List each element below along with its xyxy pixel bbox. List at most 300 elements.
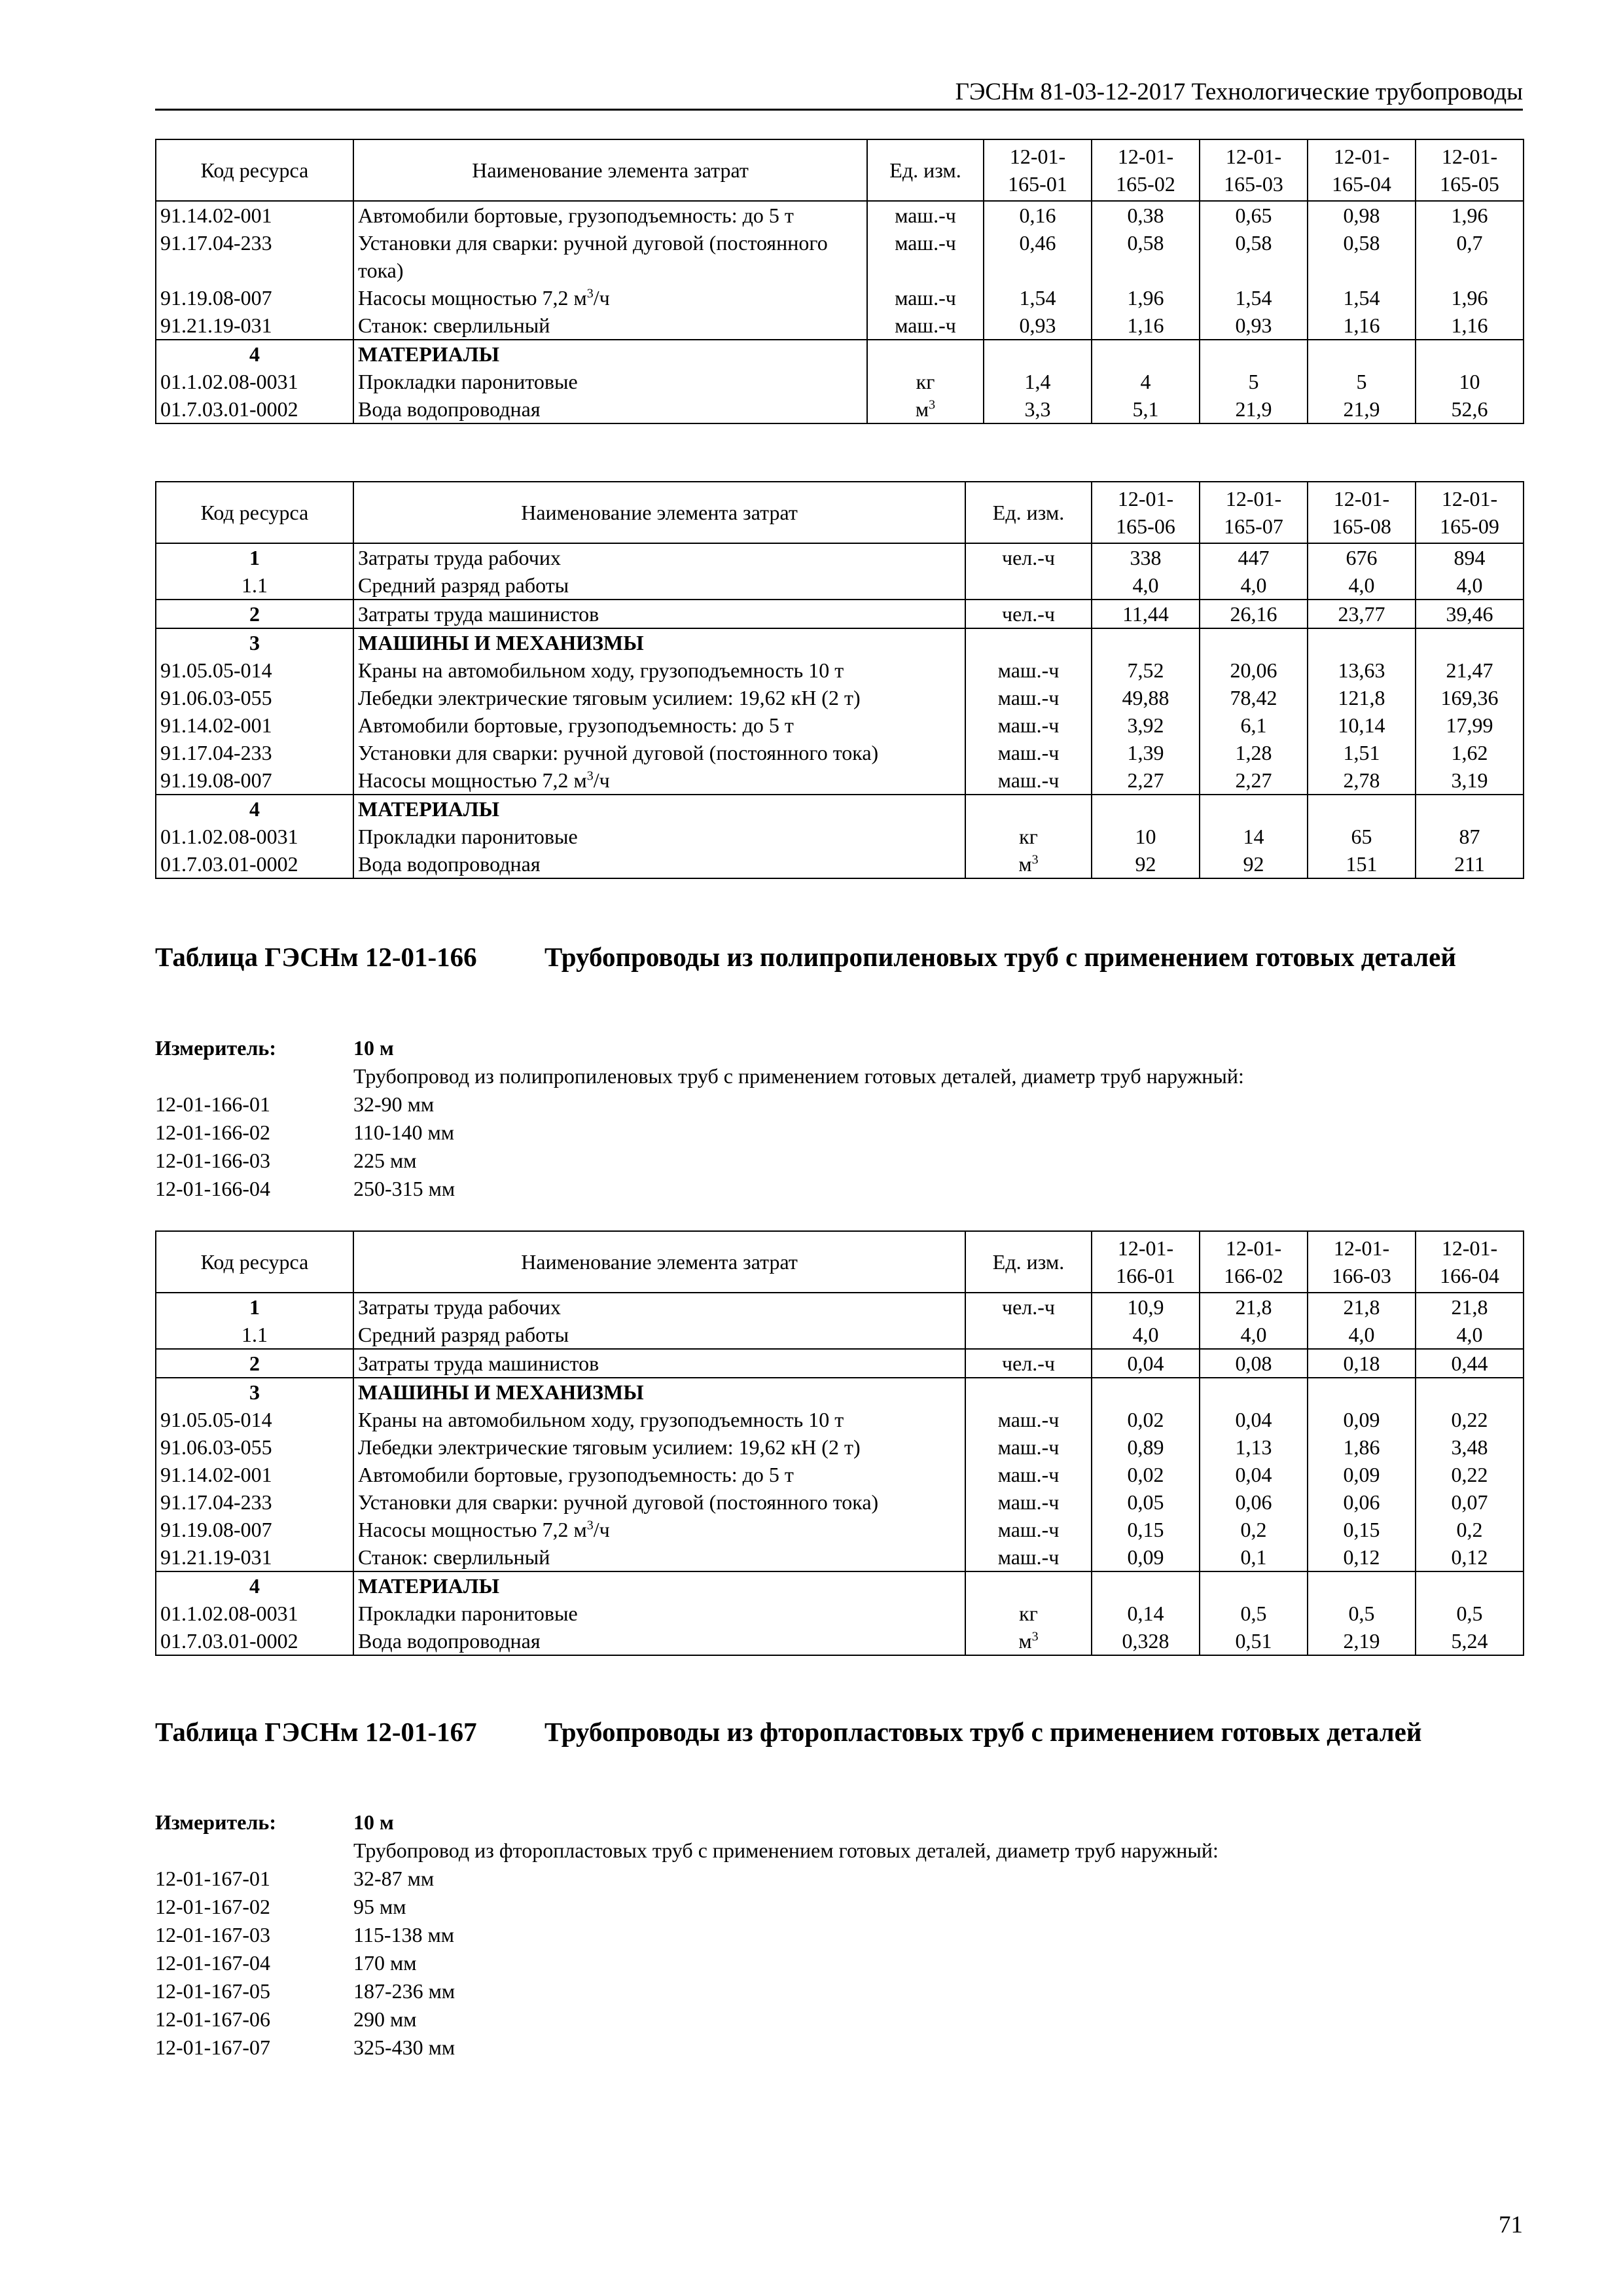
norm-value	[1416, 795, 1524, 823]
norm-value: 92	[1092, 850, 1200, 878]
col-head-norm: 12-01- 165-04	[1308, 139, 1416, 201]
norm-value	[1416, 340, 1524, 368]
norm-value: 0,51	[1200, 1627, 1308, 1655]
norm-value: 169,36	[1416, 684, 1524, 711]
norm-value: 14	[1200, 823, 1308, 850]
norm-value: 0,18	[1308, 1349, 1416, 1378]
norm-value: 21,9	[1308, 395, 1416, 423]
norm-value: 1,51	[1308, 739, 1416, 766]
norm-value: 0,04	[1200, 1406, 1308, 1433]
norm-value: 3,3	[984, 395, 1092, 423]
resource-name: Установки для сварки: ручной дуговой (постоянного тока)	[353, 739, 965, 766]
norm-value: 0,12	[1416, 1543, 1524, 1571]
norm-value: 10	[1416, 368, 1524, 395]
resource-name: МАТЕРИАЛЫ	[353, 1571, 965, 1600]
norm-value: 11,44	[1092, 600, 1200, 628]
norm-value: 0,09	[1308, 1406, 1416, 1433]
resource-unit	[965, 571, 1092, 600]
norm-value: 2,27	[1092, 766, 1200, 795]
table-row	[156, 1406, 1524, 1433]
resource-code: 01.7.03.01-0002	[156, 1627, 353, 1655]
table-row	[156, 395, 1524, 423]
col-head-code: Код ресурса	[156, 1231, 353, 1293]
norm-value: 4,0	[1200, 571, 1308, 600]
table-row	[156, 1433, 1524, 1461]
resource-name: Автомобили бортовые, грузоподъемность: до 5 т	[353, 201, 867, 229]
col-head-norm: 12-01- 165-07	[1200, 482, 1308, 543]
section-row	[156, 1378, 1524, 1406]
resource-name: Прокладки паронитовые	[353, 823, 965, 850]
norm-value: 39,46	[1416, 600, 1524, 628]
meter-item-value: 32-87 мм	[353, 1867, 435, 1890]
norm-value: 1,54	[984, 284, 1092, 312]
col-head-name: Наименование элемента затрат	[353, 139, 867, 201]
col-head-name: Наименование элемента затрат	[353, 1231, 965, 1293]
meter-item-value: 250-315 мм	[353, 1177, 455, 1200]
norm-value: 4,0	[1200, 1321, 1308, 1349]
norm-value: 1,96	[1416, 284, 1524, 312]
col-head-norm: 12-01- 165-09	[1416, 482, 1524, 543]
norm-value	[1416, 628, 1524, 656]
norm-value: 0,15	[1092, 1516, 1200, 1543]
section-row	[156, 795, 1524, 823]
table-header-row	[156, 139, 1524, 201]
resource-name: МАТЕРИАЛЫ	[353, 795, 965, 823]
norm-value	[1092, 1571, 1200, 1600]
col-head-code: Код ресурса	[156, 139, 353, 201]
resource-name: Насосы мощностью 7,2 $м^3/ч$	[353, 284, 867, 312]
resource-code: 91.19.08-007	[156, 1516, 353, 1543]
resource-unit	[867, 340, 984, 368]
norm-value: 0,14	[1092, 1600, 1200, 1627]
norm-value: 0,7	[1416, 229, 1524, 284]
resource-unit: кг	[965, 1600, 1092, 1627]
resource-code: 1.1	[156, 1321, 353, 1349]
table-header-row	[156, 482, 1524, 543]
resource-unit: маш.-ч	[867, 201, 984, 229]
resource-code: 91.19.08-007	[156, 284, 353, 312]
norm-value: 21,8	[1308, 1293, 1416, 1321]
running-header-title: ГЭСНм 81-03-12-2017 Технологические трубопроводы	[955, 79, 1523, 105]
meter-item-value: 170 мм	[353, 1951, 417, 1975]
meter-item-code: 12-01-166-04	[155, 1177, 270, 1200]
norm-value: 338	[1092, 543, 1200, 571]
norm-value: 21,47	[1416, 656, 1524, 684]
table-row	[156, 1627, 1524, 1655]
table-row	[156, 368, 1524, 395]
resource-code: 91.05.05-014	[156, 1406, 353, 1433]
resource-unit: маш.-ч	[867, 284, 984, 312]
resource-code: 91.17.04-233	[156, 229, 353, 284]
meter-item-value: 225 мм	[353, 1149, 417, 1172]
resource-code: 1.1	[156, 571, 353, 600]
norm-value: 0,15	[1308, 1516, 1416, 1543]
norm-value	[1200, 1571, 1308, 1600]
norm-value: 0,38	[1092, 201, 1200, 229]
meter-item-code: 12-01-167-07	[155, 2036, 270, 2059]
norm-value	[1416, 1378, 1524, 1406]
resource-unit: маш.-ч	[965, 1406, 1092, 1433]
norm-value: 1,4	[984, 368, 1092, 395]
norm-value: 2,78	[1308, 766, 1416, 795]
meter-item	[155, 1147, 1523, 1175]
table-row	[156, 312, 1524, 340]
resource-name: Краны на автомобильном ходу, грузоподъемность 10 т	[353, 1406, 965, 1433]
resource-name: Установки для сварки: ручной дуговой (постоянного тока)	[353, 229, 867, 284]
table-row	[156, 711, 1524, 739]
resource-unit: маш.-ч	[965, 1433, 1092, 1461]
norm-value: 87	[1416, 823, 1524, 850]
norm-value: 4,0	[1416, 571, 1524, 600]
norm-value: 0,5	[1416, 1600, 1524, 1627]
meter-item-value: 290 мм	[353, 2007, 417, 2031]
meter-description-row	[155, 1837, 1523, 1865]
resource-unit: маш.-ч	[965, 1461, 1092, 1488]
resource-code: 1	[156, 1293, 353, 1321]
meter-item-value: 95 мм	[353, 1895, 406, 1918]
col-head-unit: Ед. изм.	[965, 482, 1092, 543]
norm-value: 447	[1200, 543, 1308, 571]
norm-value: 0,89	[1092, 1433, 1200, 1461]
col-head-norm: 12-01- 165-08	[1308, 482, 1416, 543]
norm-value: 23,77	[1308, 600, 1416, 628]
section-row	[156, 340, 1524, 368]
meter-item-code: 12-01-167-01	[155, 1867, 270, 1890]
resource-name: Прокладки паронитовые	[353, 1600, 965, 1627]
norm-value: 151	[1308, 850, 1416, 878]
norm-value: 4,0	[1092, 1321, 1200, 1349]
resource-name: Средний разряд работы	[353, 1321, 965, 1349]
resource-unit: маш.-ч	[965, 766, 1092, 795]
norm-value: 1,28	[1200, 739, 1308, 766]
norm-value: 6,1	[1200, 711, 1308, 739]
resource-unit	[965, 628, 1092, 656]
norm-value: 1,54	[1200, 284, 1308, 312]
norm-value: 211	[1416, 850, 1524, 878]
col-head-norm: 12-01- 166-04	[1416, 1231, 1524, 1293]
meter-item-value: 115-138 мм	[353, 1923, 454, 1946]
norm-value: 4	[1092, 368, 1200, 395]
resource-code: 3	[156, 628, 353, 656]
norm-value: 3,92	[1092, 711, 1200, 739]
meter-item-code: 12-01-167-05	[155, 1979, 270, 2003]
resource-unit: маш.-ч	[965, 684, 1092, 711]
norm-value: 7,52	[1092, 656, 1200, 684]
norm-value: 1,13	[1200, 1433, 1308, 1461]
meter-item	[155, 1090, 1523, 1119]
resource-unit: чел.-ч	[965, 543, 1092, 571]
section-row	[156, 543, 1524, 571]
meter-description-row	[155, 1062, 1523, 1090]
resource-unit: маш.-ч	[965, 1543, 1092, 1571]
resource-name: Вода водопроводная	[353, 395, 867, 423]
resource-table-165-06-09	[155, 481, 1524, 879]
col-head-norm: 12-01- 166-03	[1308, 1231, 1416, 1293]
norm-value: 10,14	[1308, 711, 1416, 739]
norm-value	[1092, 1378, 1200, 1406]
norm-value: 0,02	[1092, 1406, 1200, 1433]
norm-value: 26,16	[1200, 600, 1308, 628]
norm-value: 0,02	[1092, 1461, 1200, 1488]
norm-value	[1308, 628, 1416, 656]
meter-item-code: 12-01-167-06	[155, 2007, 270, 2031]
resource-unit: кг	[867, 368, 984, 395]
resource-code: 91.14.02-001	[156, 711, 353, 739]
table-row	[156, 201, 1524, 229]
norm-value: 1,16	[1416, 312, 1524, 340]
norm-value: 0,2	[1200, 1516, 1308, 1543]
resource-name: Прокладки паронитовые	[353, 368, 867, 395]
meter-item	[155, 1865, 1523, 1893]
resource-code: 01.7.03.01-0002	[156, 395, 353, 423]
resource-unit: маш.-ч	[965, 739, 1092, 766]
meter-item-value: 110-140 мм	[353, 1121, 454, 1144]
norm-value: 2,27	[1200, 766, 1308, 795]
norm-value: 0,09	[1308, 1461, 1416, 1488]
table-row	[156, 1600, 1524, 1627]
col-head-norm: 12-01- 165-05	[1416, 139, 1524, 201]
meter-item-code: 12-01-167-04	[155, 1951, 270, 1975]
norm-value: 1,39	[1092, 739, 1200, 766]
norm-value: 0,58	[1308, 229, 1416, 284]
meter-item	[155, 1921, 1523, 1949]
norm-value: 92	[1200, 850, 1308, 878]
norm-value	[1092, 628, 1200, 656]
resource-unit: маш.-ч	[965, 711, 1092, 739]
norm-value: 1,16	[1308, 312, 1416, 340]
table-row	[156, 766, 1524, 795]
col-head-norm: 12-01- 165-06	[1092, 482, 1200, 543]
meter-row	[155, 1034, 1523, 1062]
table-row	[156, 823, 1524, 850]
resource-code: 91.21.19-031	[156, 1543, 353, 1571]
resource-code: 2	[156, 1349, 353, 1378]
meter-item-value: 187-236 мм	[353, 1979, 455, 2003]
norm-value: 0,93	[984, 312, 1092, 340]
norm-value: 0,05	[1092, 1488, 1200, 1516]
norm-value: 0,5	[1200, 1600, 1308, 1627]
norm-value	[1200, 795, 1308, 823]
norm-value: 0,98	[1308, 201, 1416, 229]
resource-name: МАТЕРИАЛЫ	[353, 340, 867, 368]
resource-unit	[965, 1571, 1092, 1600]
meter-item	[155, 2005, 1523, 2034]
resource-name: МАШИНЫ И МЕХАНИЗМЫ	[353, 628, 965, 656]
norm-value	[1200, 340, 1308, 368]
norm-value: 0,58	[1092, 229, 1200, 284]
resource-unit: $м^3$	[965, 1627, 1092, 1655]
norm-value: 121,8	[1308, 684, 1416, 711]
resource-unit: $м^3$	[965, 850, 1092, 878]
meter-item-value: 325-430 мм	[353, 2036, 455, 2059]
norm-value: 5	[1200, 368, 1308, 395]
resource-code: 2	[156, 600, 353, 628]
norm-value: 2,19	[1308, 1627, 1416, 1655]
table-167-name: Трубопроводы из фторопластовых труб с применением готовых деталей	[544, 1717, 1422, 1747]
norm-value: 5	[1308, 368, 1416, 395]
table-row	[156, 1461, 1524, 1488]
table-row	[156, 1516, 1524, 1543]
section-row	[156, 628, 1524, 656]
table-row	[156, 1321, 1524, 1349]
norm-value: 13,63	[1308, 656, 1416, 684]
resource-code: 91.21.19-031	[156, 312, 353, 340]
norm-value: 1,62	[1416, 739, 1524, 766]
meter-item-code: 12-01-167-02	[155, 1895, 270, 1918]
norm-value: 21,8	[1200, 1293, 1308, 1321]
col-head-unit: Ед. изм.	[965, 1231, 1092, 1293]
norm-value: 21,9	[1200, 395, 1308, 423]
norm-value: 10	[1092, 823, 1200, 850]
table-row	[156, 1543, 1524, 1571]
resource-code: 91.17.04-233	[156, 739, 353, 766]
norm-value	[1092, 340, 1200, 368]
norm-value: 1,86	[1308, 1433, 1416, 1461]
norm-value: 0,46	[984, 229, 1092, 284]
section-row	[156, 1571, 1524, 1600]
resource-unit: чел.-ч	[965, 600, 1092, 628]
norm-value	[1308, 1571, 1416, 1600]
col-head-code: Код ресурса	[156, 482, 353, 543]
norm-value: 0,65	[1200, 201, 1308, 229]
resource-name: Автомобили бортовые, грузоподъемность: до 5 т	[353, 711, 965, 739]
meter-item-code: 12-01-167-03	[155, 1923, 270, 1946]
norm-value: 0,04	[1092, 1349, 1200, 1378]
norm-value: 0,5	[1308, 1600, 1416, 1627]
norm-value: 0,1	[1200, 1543, 1308, 1571]
norm-value: 0,07	[1416, 1488, 1524, 1516]
resource-code: 91.05.05-014	[156, 656, 353, 684]
resource-code: 4	[156, 1571, 353, 1600]
norm-value: 65	[1308, 823, 1416, 850]
resource-unit	[965, 795, 1092, 823]
resource-name: Затраты труда рабочих	[353, 1293, 965, 1321]
meter-item-code: 12-01-166-02	[155, 1121, 270, 1144]
resource-name: Станок: сверлильный	[353, 312, 867, 340]
resource-unit: маш.-ч	[965, 1488, 1092, 1516]
norm-value	[1308, 340, 1416, 368]
norm-value	[1416, 1571, 1524, 1600]
resource-name: МАШИНЫ И МЕХАНИЗМЫ	[353, 1378, 965, 1406]
norm-value: 3,48	[1416, 1433, 1524, 1461]
resource-name: Насосы мощностью 7,2 $м^3/ч$	[353, 1516, 965, 1543]
norm-value: 49,88	[1092, 684, 1200, 711]
norm-value	[1200, 1378, 1308, 1406]
resource-code: 01.7.03.01-0002	[156, 850, 353, 878]
resource-name: Вода водопроводная	[353, 1627, 965, 1655]
table-166-name: Трубопроводы из полипропиленовых труб с применением готовых деталей	[544, 942, 1456, 972]
table-row	[156, 1488, 1524, 1516]
meter-item-code: 12-01-166-03	[155, 1149, 270, 1172]
resource-unit: чел.-ч	[965, 1349, 1092, 1378]
resource-unit	[965, 1378, 1092, 1406]
resource-unit: маш.-ч	[965, 656, 1092, 684]
meter-item	[155, 1119, 1523, 1147]
norm-value: 1,16	[1092, 312, 1200, 340]
meter-label: Измеритель:	[155, 1810, 276, 1834]
norm-value: 0,06	[1308, 1488, 1416, 1516]
resource-code: 01.1.02.08-0031	[156, 368, 353, 395]
resource-unit: чел.-ч	[965, 1293, 1092, 1321]
norm-value: 0,08	[1200, 1349, 1308, 1378]
norm-value: 78,42	[1200, 684, 1308, 711]
table-166-number: Таблица ГЭСНм 12-01-166	[155, 942, 477, 972]
norm-value: 1,54	[1308, 284, 1416, 312]
table-row	[156, 850, 1524, 878]
table-row	[156, 684, 1524, 711]
norm-value: 10,9	[1092, 1293, 1200, 1321]
resource-table-166	[155, 1230, 1524, 1656]
section-row	[156, 1293, 1524, 1321]
meter-value: 10 м	[353, 1036, 394, 1060]
resource-code: 91.14.02-001	[156, 201, 353, 229]
table-row	[156, 229, 1524, 284]
resource-code: 4	[156, 795, 353, 823]
table-row	[156, 284, 1524, 312]
resource-code: 4	[156, 340, 353, 368]
section-row	[156, 600, 1524, 628]
resource-name: Вода водопроводная	[353, 850, 965, 878]
norm-value: 894	[1416, 543, 1524, 571]
col-head-norm: 12-01- 165-03	[1200, 139, 1308, 201]
section-row	[156, 1349, 1524, 1378]
table-row	[156, 739, 1524, 766]
resource-name: Автомобили бортовые, грузоподъемность: до 5 т	[353, 1461, 965, 1488]
meter-item	[155, 1893, 1523, 1921]
resource-unit: кг	[965, 823, 1092, 850]
norm-value: 0,93	[1200, 312, 1308, 340]
norm-value: 0,2	[1416, 1516, 1524, 1543]
resource-code: 01.1.02.08-0031	[156, 1600, 353, 1627]
resource-name: Затраты труда машинистов	[353, 1349, 965, 1378]
resource-code: 3	[156, 1378, 353, 1406]
resource-name: Затраты труда рабочих	[353, 543, 965, 571]
resource-unit: маш.-ч	[965, 1516, 1092, 1543]
norm-value: 0,44	[1416, 1349, 1524, 1378]
meter-value: 10 м	[353, 1810, 394, 1834]
norm-value: 0,58	[1200, 229, 1308, 284]
meter-item	[155, 1977, 1523, 2005]
norm-value: 1,96	[1416, 201, 1524, 229]
norm-value: 0,04	[1200, 1461, 1308, 1488]
norm-value	[1308, 1378, 1416, 1406]
resource-code: 91.19.08-007	[156, 766, 353, 795]
col-head-norm: 12-01- 166-01	[1092, 1231, 1200, 1293]
norm-value: 0,16	[984, 201, 1092, 229]
norm-value	[1308, 795, 1416, 823]
norm-value	[1092, 795, 1200, 823]
norm-value: 4,0	[1416, 1321, 1524, 1349]
meter-item	[155, 1175, 1523, 1203]
norm-value: 4,0	[1308, 571, 1416, 600]
norm-value: 17,99	[1416, 711, 1524, 739]
norm-value: 20,06	[1200, 656, 1308, 684]
table-row	[156, 571, 1524, 600]
norm-value: 0,06	[1200, 1488, 1308, 1516]
resource-name: Затраты труда машинистов	[353, 600, 965, 628]
col-head-norm: 12-01- 166-02	[1200, 1231, 1308, 1293]
resource-unit: маш.-ч	[867, 229, 984, 284]
resource-code: 91.06.03-055	[156, 1433, 353, 1461]
resource-code: 91.06.03-055	[156, 684, 353, 711]
norm-value: 1,96	[1092, 284, 1200, 312]
table-167-number: Таблица ГЭСНм 12-01-167	[155, 1717, 477, 1747]
col-head-name: Наименование элемента затрат	[353, 482, 965, 543]
resource-name: Средний разряд работы	[353, 571, 965, 600]
norm-value: 3,19	[1416, 766, 1524, 795]
norm-value: 5,1	[1092, 395, 1200, 423]
resource-name: Краны на автомобильном ходу, грузоподъемность 10 т	[353, 656, 965, 684]
